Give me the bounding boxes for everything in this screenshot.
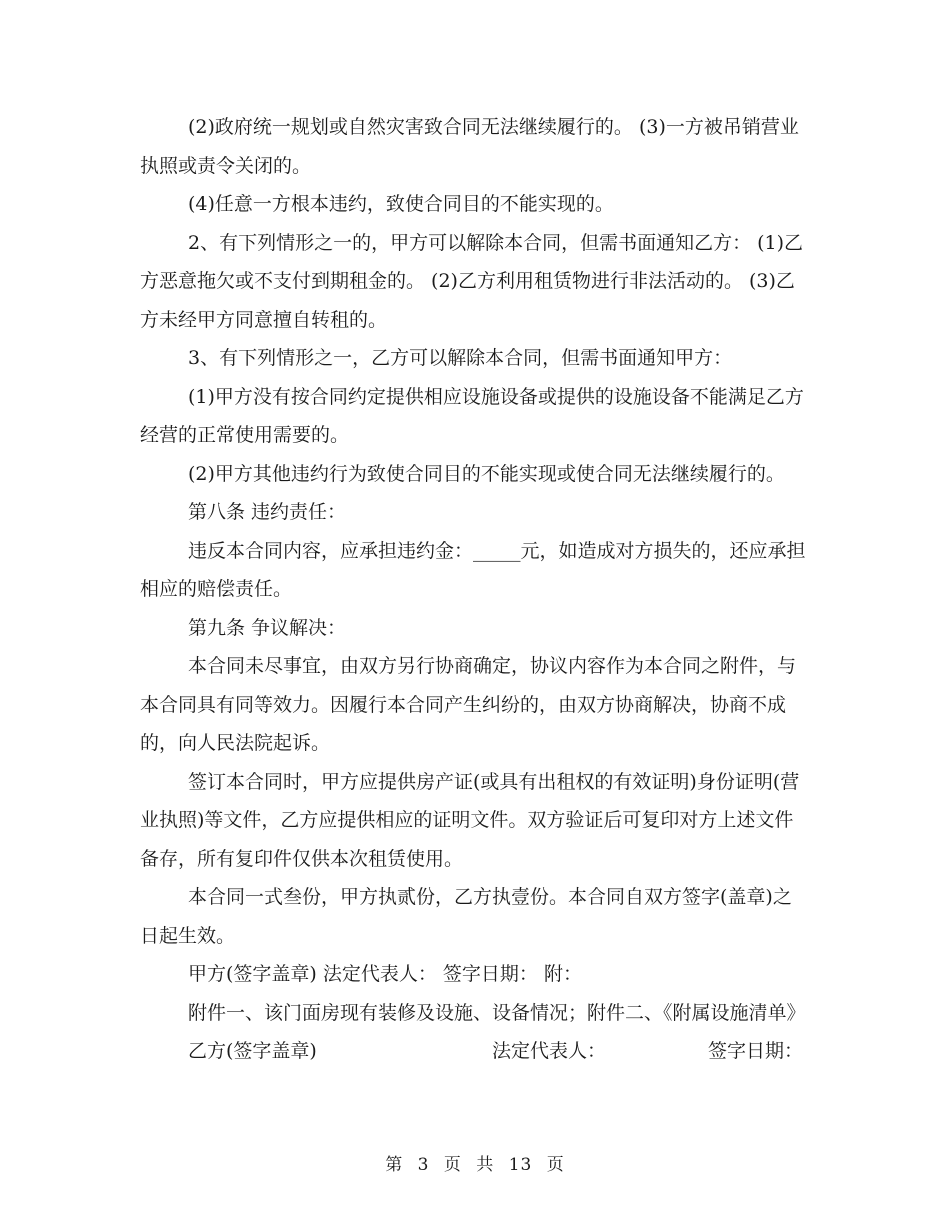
paragraph-dispute: 本合同未尽事宜，由双方另行协商确定，协议内容作为本合同之附件，与本合同具有同等效力。因履行本合同产生纠纷的，由双方协商解决，协商不成的，向人民法院起诉。	[140, 655, 797, 754]
article-8-heading: 第八条 违约责任：	[188, 501, 347, 523]
paragraph-lessee-clause-1: (1)甲方没有按合同约定提供相应设施设备或提供的设施设备不能满足乙方经营的正常使用需要的。	[140, 385, 804, 446]
page-footer	[0, 1150, 950, 1175]
paragraph-attachments: 附件一、该门面房现有装修及设施、设备情况；附件二、《附属设施清单》	[188, 1001, 806, 1024]
representative-label: 法定代表人：	[492, 1040, 607, 1062]
footer-page-word: 页	[443, 1155, 462, 1175]
paragraph-clause-2-3: (2)政府统一规划或自然灾害致合同无法继续履行的。 (3)一方被吊销营业执照或责令关闭的。	[140, 116, 799, 177]
footer-total-word: 共	[476, 1155, 495, 1175]
paragraph-party-a-signature: 甲方(签字盖章) 法定代表人： 签字日期： 附：	[188, 963, 582, 985]
paragraph-lessee-clause-2: (2)甲方其他违约行为致使合同目的不能实现或使合同无法继续履行的。	[188, 462, 785, 485]
paragraph-liability: 违反本合同内容，应承担违约金：_____元，如造成对方损失的，还应承担相应的赔偿责任。	[140, 539, 806, 600]
paragraph-clause-4: (4)任意一方根本违约，致使合同目的不能实现的。	[188, 193, 614, 215]
paragraph-documents: 签订本合同时，甲方应提供房产证(或具有出租权的有效证明)身份证明(营业执照)等文件，乙方应提供相应的证明文件。双方验证后可复印对方上述文件备存，所有复印件仅供本次租赁使用。	[140, 770, 800, 870]
paragraph-copies: 本合同一式叁份，甲方执贰份，乙方执壹份。本合同自双方签字(盖章)之日起生效。	[140, 886, 792, 947]
paragraph-lessee-termination: 3、有下列情形之一，乙方可以解除本合同，但需书面通知甲方：	[188, 347, 733, 369]
current-page-number: 3	[417, 1155, 430, 1175]
article-9-heading: 第九条 争议解决：	[188, 616, 347, 639]
sign-date-label: 签字日期：	[708, 1040, 804, 1062]
total-page-number: 13	[508, 1155, 533, 1175]
paragraph-lessor-termination: 2、有下列情形之一的，甲方可以解除本合同，但需书面通知乙方： (1)乙方恶意拖欠或不支付到期租金的。 (2)乙方利用租赁物进行非法活动的。 (3)乙方未经甲方同意擅自转租的。	[140, 231, 804, 331]
document-body	[140, 108, 810, 1071]
party-b-label: 乙方(签字盖章)	[188, 1040, 317, 1062]
party-b-signature-row	[140, 1032, 810, 1071]
footer-suffix: 页	[546, 1155, 565, 1175]
footer-prefix: 第	[385, 1155, 404, 1175]
